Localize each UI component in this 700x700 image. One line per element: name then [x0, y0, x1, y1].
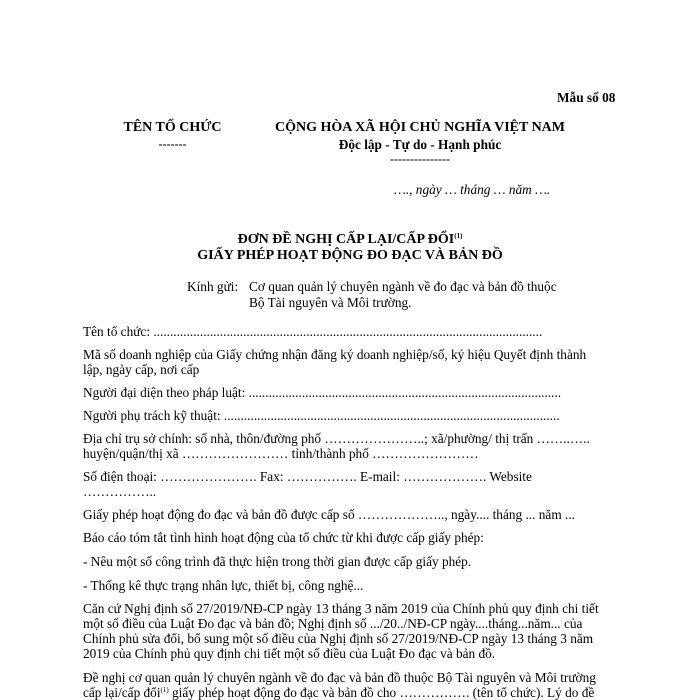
title-line-2: GIẤY PHÉP HOẠT ĐỘNG ĐO ĐẠC VÀ BẢN ĐỒ [197, 248, 503, 263]
request-text-b: giấy phép hoạt động đo đạc và bản đồ cho ……………. (tên tổ chức). Lý do đề [168, 685, 595, 700]
recipient-line-1: Cơ quan quản lý chuyên ngành về đo đạc và bản đồ thuộc [249, 279, 557, 294]
license-number-line: Giấy phép hoạt động đo đạc và bản đồ được cấp số ……………….., ngày.... tháng ... năm ... [83, 507, 575, 522]
legal-basis-paragraph: Căn cứ Nghị định số 27/2019/NĐ-CP ngày 13 tháng 3 năm 2019 của Chính phủ quy định chi tiết một số điều của Luật Đo đạc và bản đồ; Nghị định số .../20../NĐ-CP ngày....tháng...năm... của Chính phủ sửa đổi, bổ sung một số điều của Nghị định số 27/2019/NĐ-CP ngày 13 tháng 3 năm 2019 của Chính phủ quy định chi tiết một số điều của Luật Đo đạc và bản đồ. [83, 601, 599, 661]
activity-report-line: Báo cáo tóm tắt tình hình hoạt động của tổ chức từ khi được cấp giấy phép: [83, 530, 484, 545]
title-line-1 [150, 232, 550, 248]
motto-underline: --------------- [390, 152, 450, 166]
business-registration-field: Mã số doanh nghiệp của Giấy chứng nhận đăng ký doanh nghiệp/số, ký hiệu Quyết định thành lập, ngày cấp, nơi cấp [83, 347, 587, 377]
report-bullet-1: - Nêu một số công trình đã thực hiện trong thời gian được cấp giấy phép. [83, 554, 472, 569]
technical-lead-field: Người phụ trách kỹ thuật: ..................................................................................................... [83, 408, 560, 423]
request-paragraph: Đề nghị cơ quan quản lý chuyên ngành về đo đạc và bản đồ thuộc Bộ Tài nguyên và Môi trường cấp lại/cấp đổi$^{(1)}$ giấy phép hoạt động đo đạc và bản đồ cho ……………. (tên tổ chức). Lý do đề [83, 670, 596, 700]
report-bullet-2: - Thống kê thực trạng nhân lực, thiết bị, công nghệ... [83, 578, 364, 593]
org-underline: ------- [158, 137, 187, 151]
org-label: TÊN TỔ CHỨC [123, 120, 222, 135]
recipient-label: Kính gửi: [187, 279, 239, 294]
request-footnote: (1) [160, 686, 169, 694]
title-text: ĐƠN ĐỀ NGHỊ CẤP LẠI/CẤP ĐỔI [237, 232, 455, 247]
org-name-field: Tên tổ chức: ..................................................................................................................... [83, 324, 543, 339]
date-line: …., ngày … tháng … năm …. [394, 182, 551, 197]
country-name: CỘNG HÒA XÃ HỘI CHỦ NGHĨA VIỆT NAM [274, 120, 565, 135]
legal-representative-field: Người đại diện theo pháp luật: .............................................................................................. [83, 385, 562, 400]
address-field: Địa chỉ trụ sở chính: số nhà, thôn/đường phố …………………..; xã/phường/ thị trấn ……..….. huyện/quận/thị xã …………………… tỉnh/thành phố …………………… [83, 431, 590, 461]
motto: Độc lập - Tự do - Hạnh phúc [338, 137, 502, 152]
contact-field: Số điện thoại: …………………. Fax: ……………. E-mail: ………………. Website …………….. [83, 469, 532, 499]
form-code: Mẫu số 08 [557, 90, 616, 105]
title-footnote: (1) [454, 232, 463, 240]
recipient-line-2: Bộ Tài nguyên và Môi trường. [249, 295, 412, 310]
request-text-a: cấp lại/cấp đổi [83, 685, 161, 700]
